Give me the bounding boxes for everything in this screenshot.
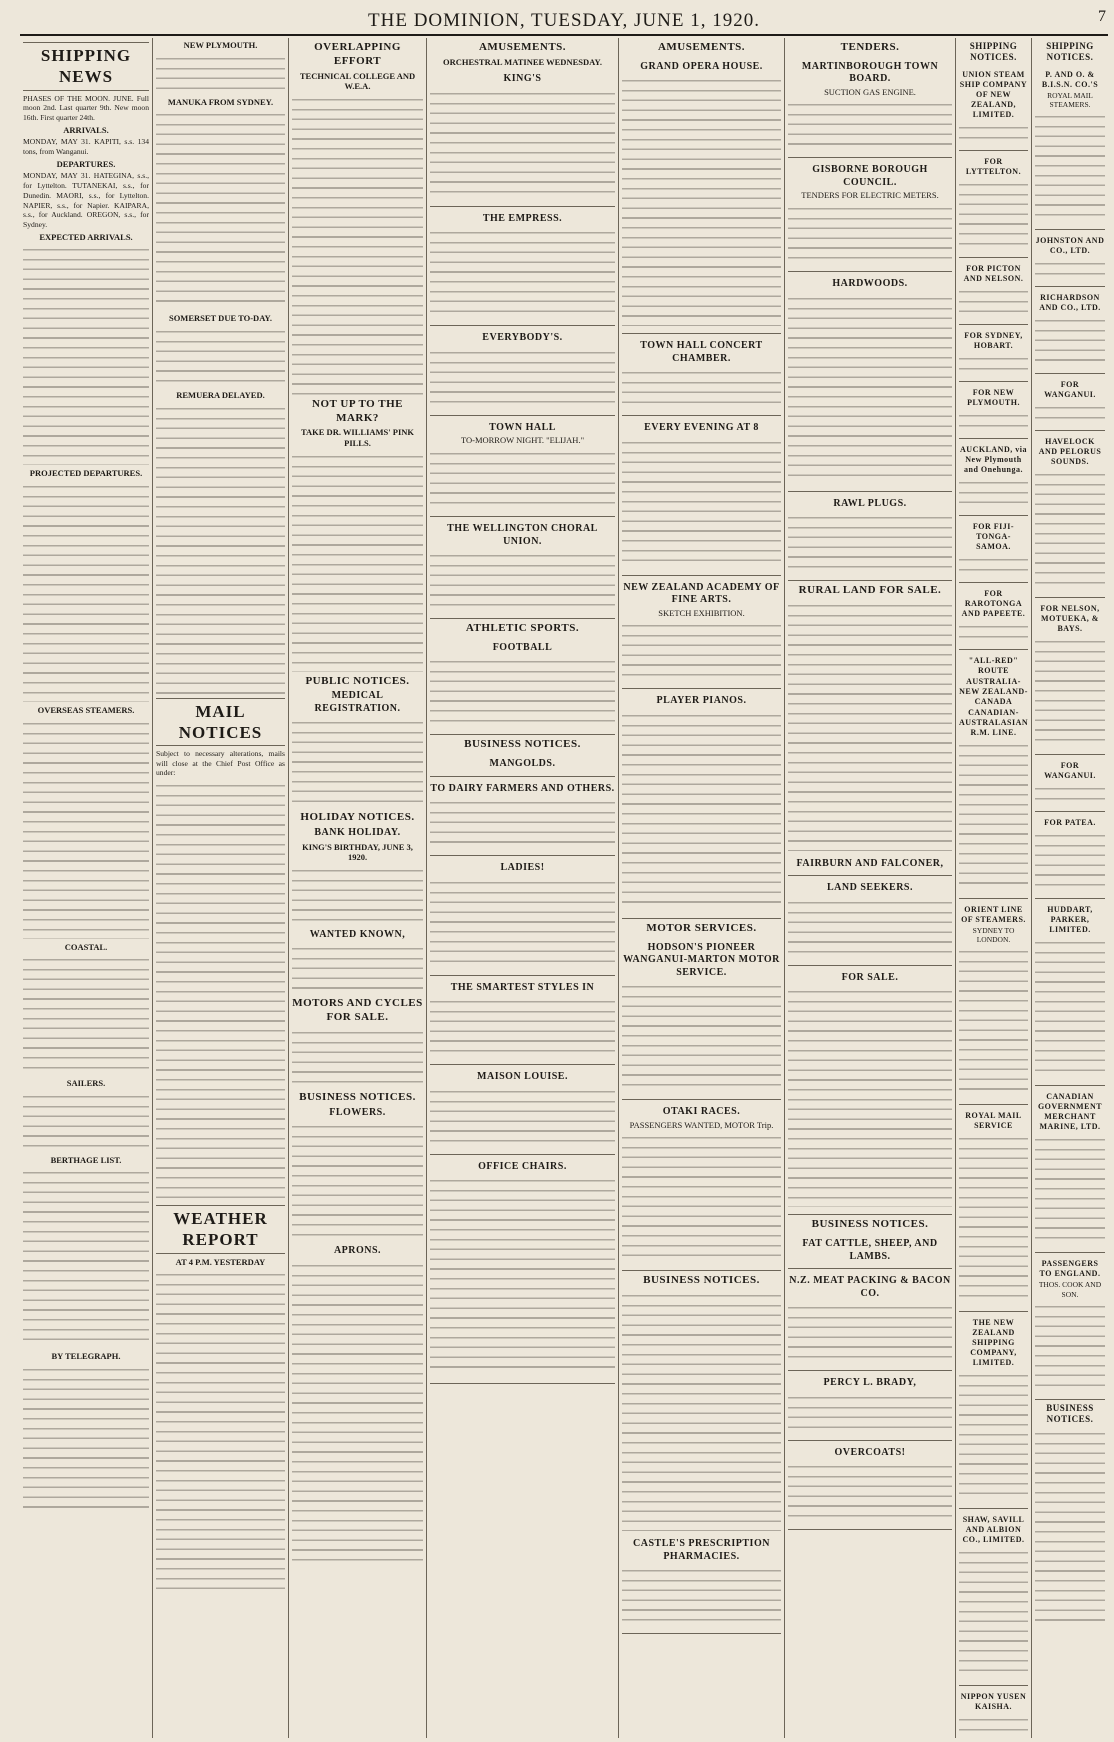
column-shipping-notices-2 (1032, 38, 1108, 1738)
text-block (788, 987, 952, 1207)
text-block (430, 228, 615, 318)
ad-title: ROYAL MAIL SERVICE (965, 1111, 1022, 1131)
heading: MEDICAL REGISTRATION. (314, 690, 401, 714)
text-block (622, 1133, 781, 1263)
text-block (788, 294, 952, 484)
heading: TECHNICAL COLLEGE AND W.E.A. (299, 70, 416, 92)
text-block (430, 878, 615, 968)
ad-title: FAIRBURN AND FALCONER, (796, 857, 944, 869)
text-block (23, 719, 149, 939)
heading: SOMERSET DUE TO-DAY. (168, 313, 273, 324)
text-block (156, 404, 285, 694)
ad-title: TOWN HALL (489, 421, 556, 433)
text-block (23, 482, 149, 702)
text-block (959, 1371, 1028, 1501)
text-block (1035, 1429, 1105, 1629)
text-block (959, 1715, 1028, 1738)
page-number: 7 (1098, 8, 1106, 25)
ad-title: FOR FIJI-TONGA-SAMOA. (972, 521, 1015, 551)
text-block (1035, 316, 1105, 366)
text-block (1035, 831, 1105, 891)
ad-title: CANADIAN-AUSTRALASIAN R.M. LINE. (959, 707, 1029, 737)
ad-title: THE NEW ZEALAND SHIPPING COMPANY, LIMITED. (970, 1318, 1017, 1368)
text-block (788, 1462, 952, 1522)
ad-title: FOR RAROTONGA AND PAPEETE. (961, 588, 1026, 618)
text-block (292, 95, 423, 395)
column-amusements (427, 38, 619, 1738)
ad-title: LAND SEEKERS. (827, 882, 913, 894)
column-tenders (785, 38, 956, 1738)
ad-title: EVERYBODY'S. (482, 332, 563, 344)
ad-line: THOS. COOK AND SON. (1038, 1280, 1102, 1299)
heading: NEW PLYMOUTH. (183, 40, 258, 50)
ad-title: HAVELOCK AND PELORUS SOUNDS. (1038, 437, 1102, 467)
ad-title: OFFICE CHAIRS. (478, 1160, 567, 1172)
ad-title: GRAND OPERA HOUSE. (640, 60, 763, 72)
ad-title: FOR LYTTELTON. (965, 156, 1022, 176)
text-block (430, 798, 615, 848)
ad-title: FOR SALE. (841, 971, 899, 983)
ad-title: FOR NELSON, MOTUEKA, & BAYS. (1040, 604, 1100, 634)
text-block (788, 898, 952, 958)
text-block (788, 204, 952, 264)
heading: ARRIVALS. (63, 124, 109, 135)
text-block (23, 1365, 149, 1515)
section-title: AMUSEMENTS. (657, 41, 746, 53)
ad-line: ROYAL MAIL STEAMERS. (1047, 90, 1093, 109)
ad-title: FOR WANGANUI. (1044, 380, 1096, 400)
heading: FLOWERS. (329, 1106, 386, 1118)
text-block (430, 348, 615, 408)
section-title: SHIPPING NOTICES. (1046, 41, 1094, 63)
section-title: ATHLETIC SPORTS. (465, 622, 580, 634)
text-block (23, 245, 149, 465)
text-block (292, 866, 423, 926)
text-block (156, 110, 285, 310)
ad-title: KING'S (503, 73, 542, 85)
page-title: THE DOMINION, TUESDAY, JUNE 1, 1920. (368, 10, 760, 31)
heading: PROJECTED DEPARTURES. (29, 468, 143, 479)
text-block (1035, 470, 1105, 590)
heading: COASTAL. (64, 941, 108, 952)
text-block (622, 438, 781, 568)
text-block (1035, 259, 1105, 279)
ad-title: NEW ZEALAND ACADEMY OF FINE ARTS. (623, 581, 780, 606)
ad-title: LADIES! (500, 862, 545, 873)
text-block (1035, 112, 1105, 222)
article-title: NOT UP TO THE MARK? (312, 397, 403, 424)
text-block (788, 100, 952, 150)
heading: AT 4 P.M. YESTERDAY (175, 1256, 266, 1267)
section-title: MOTORS AND CYCLES FOR SALE. (292, 997, 423, 1023)
ad-title: OTAKI RACES. (662, 1106, 741, 1118)
text-block (292, 944, 423, 994)
section-title: BUSINESS NOTICES. (811, 1218, 929, 1231)
heading: WANTED KNOWN, (309, 928, 406, 940)
section-title: AMUSEMENTS. (478, 41, 567, 53)
heading: BY TELEGRAPH. (51, 1351, 121, 1362)
text-block (959, 287, 1028, 317)
ad-title: MANGOLDS. (489, 758, 556, 769)
ad-line: TENDERS FOR ELECTRIC METERS. (801, 190, 939, 201)
text-block (622, 621, 781, 681)
text-block (959, 123, 1028, 143)
arrivals: MONDAY, MAY 31. KAPITI, s.s. 134 tons, from Wanganui. (23, 137, 149, 156)
column-shipping-news (20, 38, 153, 1738)
ad-line: TO-MORROW NIGHT. "ELIJAH." (460, 435, 585, 446)
text-block (959, 1548, 1028, 1678)
text-block (292, 1122, 423, 1242)
heading: REMUERA DELAYED. (176, 389, 265, 400)
ad-title: AUCKLAND, via New Plymouth and Onehunga. (960, 444, 1027, 474)
ad-title: THE EMPRESS. (482, 212, 563, 224)
ad-title: PERCY L. BRADY, (823, 1377, 917, 1388)
column-amusements-2 (619, 38, 785, 1738)
section-title: RURAL LAND FOR SALE. (798, 584, 942, 596)
article-title: OVERLAPPING EFFORT (314, 41, 401, 67)
section-title: MAIL NOTICES (156, 698, 285, 747)
text-block (959, 1134, 1028, 1304)
section-title: BUSINESS NOTICES. (299, 1090, 416, 1103)
text-block (430, 551, 615, 611)
heading: KING'S BIRTHDAY, JUNE 3, 1920. (302, 841, 413, 863)
text-block (1035, 403, 1105, 423)
text-block (959, 180, 1028, 250)
ad-title: THE SMARTEST STYLES IN (450, 981, 595, 993)
ad-title: PASSENGERS TO ENGLAND. (1039, 1259, 1101, 1279)
ad-title: HUDDART, PARKER, LIMITED. (1047, 905, 1093, 935)
text-block (959, 741, 1028, 891)
text-block (959, 478, 1028, 508)
heading: SAILERS. (66, 1078, 106, 1089)
section-title: HOLIDAY NOTICES. (300, 811, 415, 824)
text-block (1035, 1302, 1105, 1392)
ad-title: OVERCOATS! (834, 1446, 906, 1458)
heading: BANK HOLIDAY. (314, 827, 401, 838)
text-block (430, 1087, 615, 1147)
text-block (292, 452, 423, 672)
mail-intro: Subject to necessary alterations, mails will close at the Chief Post Office as under: (156, 749, 285, 778)
text-block (430, 1176, 615, 1376)
section-title: SHIPPING NOTICES. (969, 41, 1018, 63)
text-block (156, 54, 285, 94)
ad-title: GISBORNE BOROUGH COUNCIL. (812, 164, 928, 188)
text-block (430, 657, 615, 727)
ad-title: HARDWOODS. (832, 278, 908, 289)
text-block (622, 1566, 781, 1626)
section-title: BUSINESS NOTICES. (643, 1274, 760, 1287)
heading: ORCHESTRAL MATINEE WEDNESDAY. (443, 56, 602, 67)
heading: EXPECTED ARRIVALS. (39, 231, 133, 242)
text-block (1035, 637, 1105, 747)
text-block (23, 1092, 149, 1152)
heading: MANUKA FROM SYDNEY. (167, 96, 274, 107)
heading: TAKE DR. WILLIAMS' PINK PILLS. (300, 427, 415, 448)
ad-title: UNION STEAM SHIP COMPANY OF NEW ZEALAND, LIMITED. (959, 69, 1028, 119)
ad-title: FOOTBALL (492, 641, 553, 653)
text-block (1035, 938, 1105, 1078)
section-title: TENDERS. (840, 41, 900, 53)
text-block (959, 947, 1028, 1097)
section-title: SHIPPING NEWS (23, 42, 149, 91)
section-title: BUSINESS NOTICES. (464, 738, 581, 751)
ad-title: FAT CATTLE, SHEEP, AND LAMBS. (802, 1238, 938, 1262)
text-block (622, 982, 781, 1092)
ad-title: FOR PICTON AND NELSON. (963, 263, 1024, 283)
heading: DEPARTURES. (56, 158, 116, 169)
ad-title: FOR WANGANUI. (1044, 761, 1096, 781)
ad-title: THE WELLINGTON CHORAL UNION. (447, 523, 598, 547)
text-block (430, 89, 615, 199)
ad-title: ORIENT LINE OF STEAMERS. (961, 904, 1026, 924)
ad-title: RAWL PLUGS. (833, 497, 907, 509)
text-block (622, 711, 781, 911)
text-block (959, 622, 1028, 642)
ad-title: EVERY EVENING AT 8 (644, 422, 759, 434)
ad-title: JOHNSTON AND CO., LTD. (1035, 236, 1105, 256)
heading: OVERSEAS STEAMERS. (37, 704, 135, 715)
ad-title: FOR SYDNEY, HOBART. (964, 330, 1023, 350)
ad-title: TOWN HALL CONCERT CHAMBER. (640, 340, 763, 364)
ad-line: SKETCH EXHIBITION. (658, 607, 745, 618)
ad-title: NIPPON YUSEN KAISHA. (960, 1692, 1027, 1712)
text-block (156, 1270, 285, 1590)
text-block (788, 1303, 952, 1363)
text-block (23, 1168, 149, 1348)
column-shipping-cont (153, 38, 289, 1738)
ad-title: FOR PATEA. (1044, 818, 1096, 828)
text-block (430, 449, 615, 509)
text-block (23, 955, 149, 1075)
text-block (1035, 784, 1105, 804)
text-block (156, 327, 285, 387)
ad-title: HODSON'S PIONEER WANGANUI-MARTON MOTOR SERVICE. (623, 941, 780, 978)
column-overlapping-effort (289, 38, 427, 1738)
ad-title: SHAW, SAVILL AND ALBION CO., LIMITED. (962, 1515, 1025, 1545)
text-block (292, 718, 423, 808)
ad-title: FOR NEW PLYMOUTH. (967, 387, 1020, 407)
ad-line: SUCTION GAS ENGINE. (824, 86, 916, 97)
ad-title: AUSTRALIA-NEW ZEALAND-CANADA (959, 676, 1028, 706)
ad-title: "ALL-RED" ROUTE (968, 655, 1019, 675)
text-block (156, 781, 285, 1201)
text-block (430, 997, 615, 1057)
ad-title: P. AND O. & B.I.S.N. CO.'S (1041, 69, 1099, 89)
heading: BERTHAGE LIST. (50, 1154, 122, 1165)
text-block (959, 411, 1028, 431)
ad-title: MARTINBOROUGH TOWN BOARD. (801, 60, 939, 85)
ad-title: CASTLE'S PRESCRIPTION PHARMACIES. (633, 1538, 770, 1562)
text-block (622, 368, 781, 408)
ad-title: PLAYER PIANOS. (656, 695, 747, 707)
text-block (622, 1291, 781, 1531)
ad-title: CANADIAN GOVERNMENT MERCHANT MARINE, LTD. (1037, 1092, 1103, 1132)
text-block (292, 1261, 423, 1561)
column-shipping-notices (956, 38, 1032, 1738)
ad-title: TO DAIRY FARMERS AND OTHERS. (430, 782, 615, 794)
moon-phases: PHASES OF THE MOON. JUNE. Full moon 2nd. Last quarter 9th. New moon 16th. First quarter 24th. (23, 93, 149, 122)
masthead (20, 6, 1108, 36)
text-block (292, 1028, 423, 1088)
text-block (959, 555, 1028, 575)
ad-title: N.Z. MEAT PACKING & BACON CO. (789, 1275, 951, 1299)
text-block (788, 601, 952, 851)
heading: APRONS. (333, 1245, 382, 1256)
section-title: WEATHER REPORT (156, 1205, 285, 1254)
text-block (788, 513, 952, 573)
text-block (959, 354, 1028, 374)
ad-title: MAISON LOUISE. (477, 1071, 568, 1082)
section-title: MOTOR SERVICES. (646, 921, 757, 934)
ad-title: RICHARDSON AND CO., LTD. (1039, 293, 1101, 313)
departures: MONDAY, MAY 31. HATEGINA, s.s., for Lyttelton. TUTANEKAI, s.s., for Dunedin. MAORI, s.s., for Lyttelton. NAPIER, s.s., for Napier. KAIPARA, s.s., for Auckland. OREGON, s.s., for Sydney. (23, 171, 149, 229)
text-block (622, 76, 781, 326)
text-block (788, 1393, 952, 1433)
section-title: PUBLIC NOTICES. (305, 674, 410, 687)
ad-line: SYDNEY TO LONDON. (972, 925, 1015, 944)
section-title: BUSINESS NOTICES. (1046, 1403, 1094, 1425)
ad-line: PASSENGERS WANTED, MOTOR Trip. (629, 1119, 774, 1130)
text-block (1035, 1135, 1105, 1245)
